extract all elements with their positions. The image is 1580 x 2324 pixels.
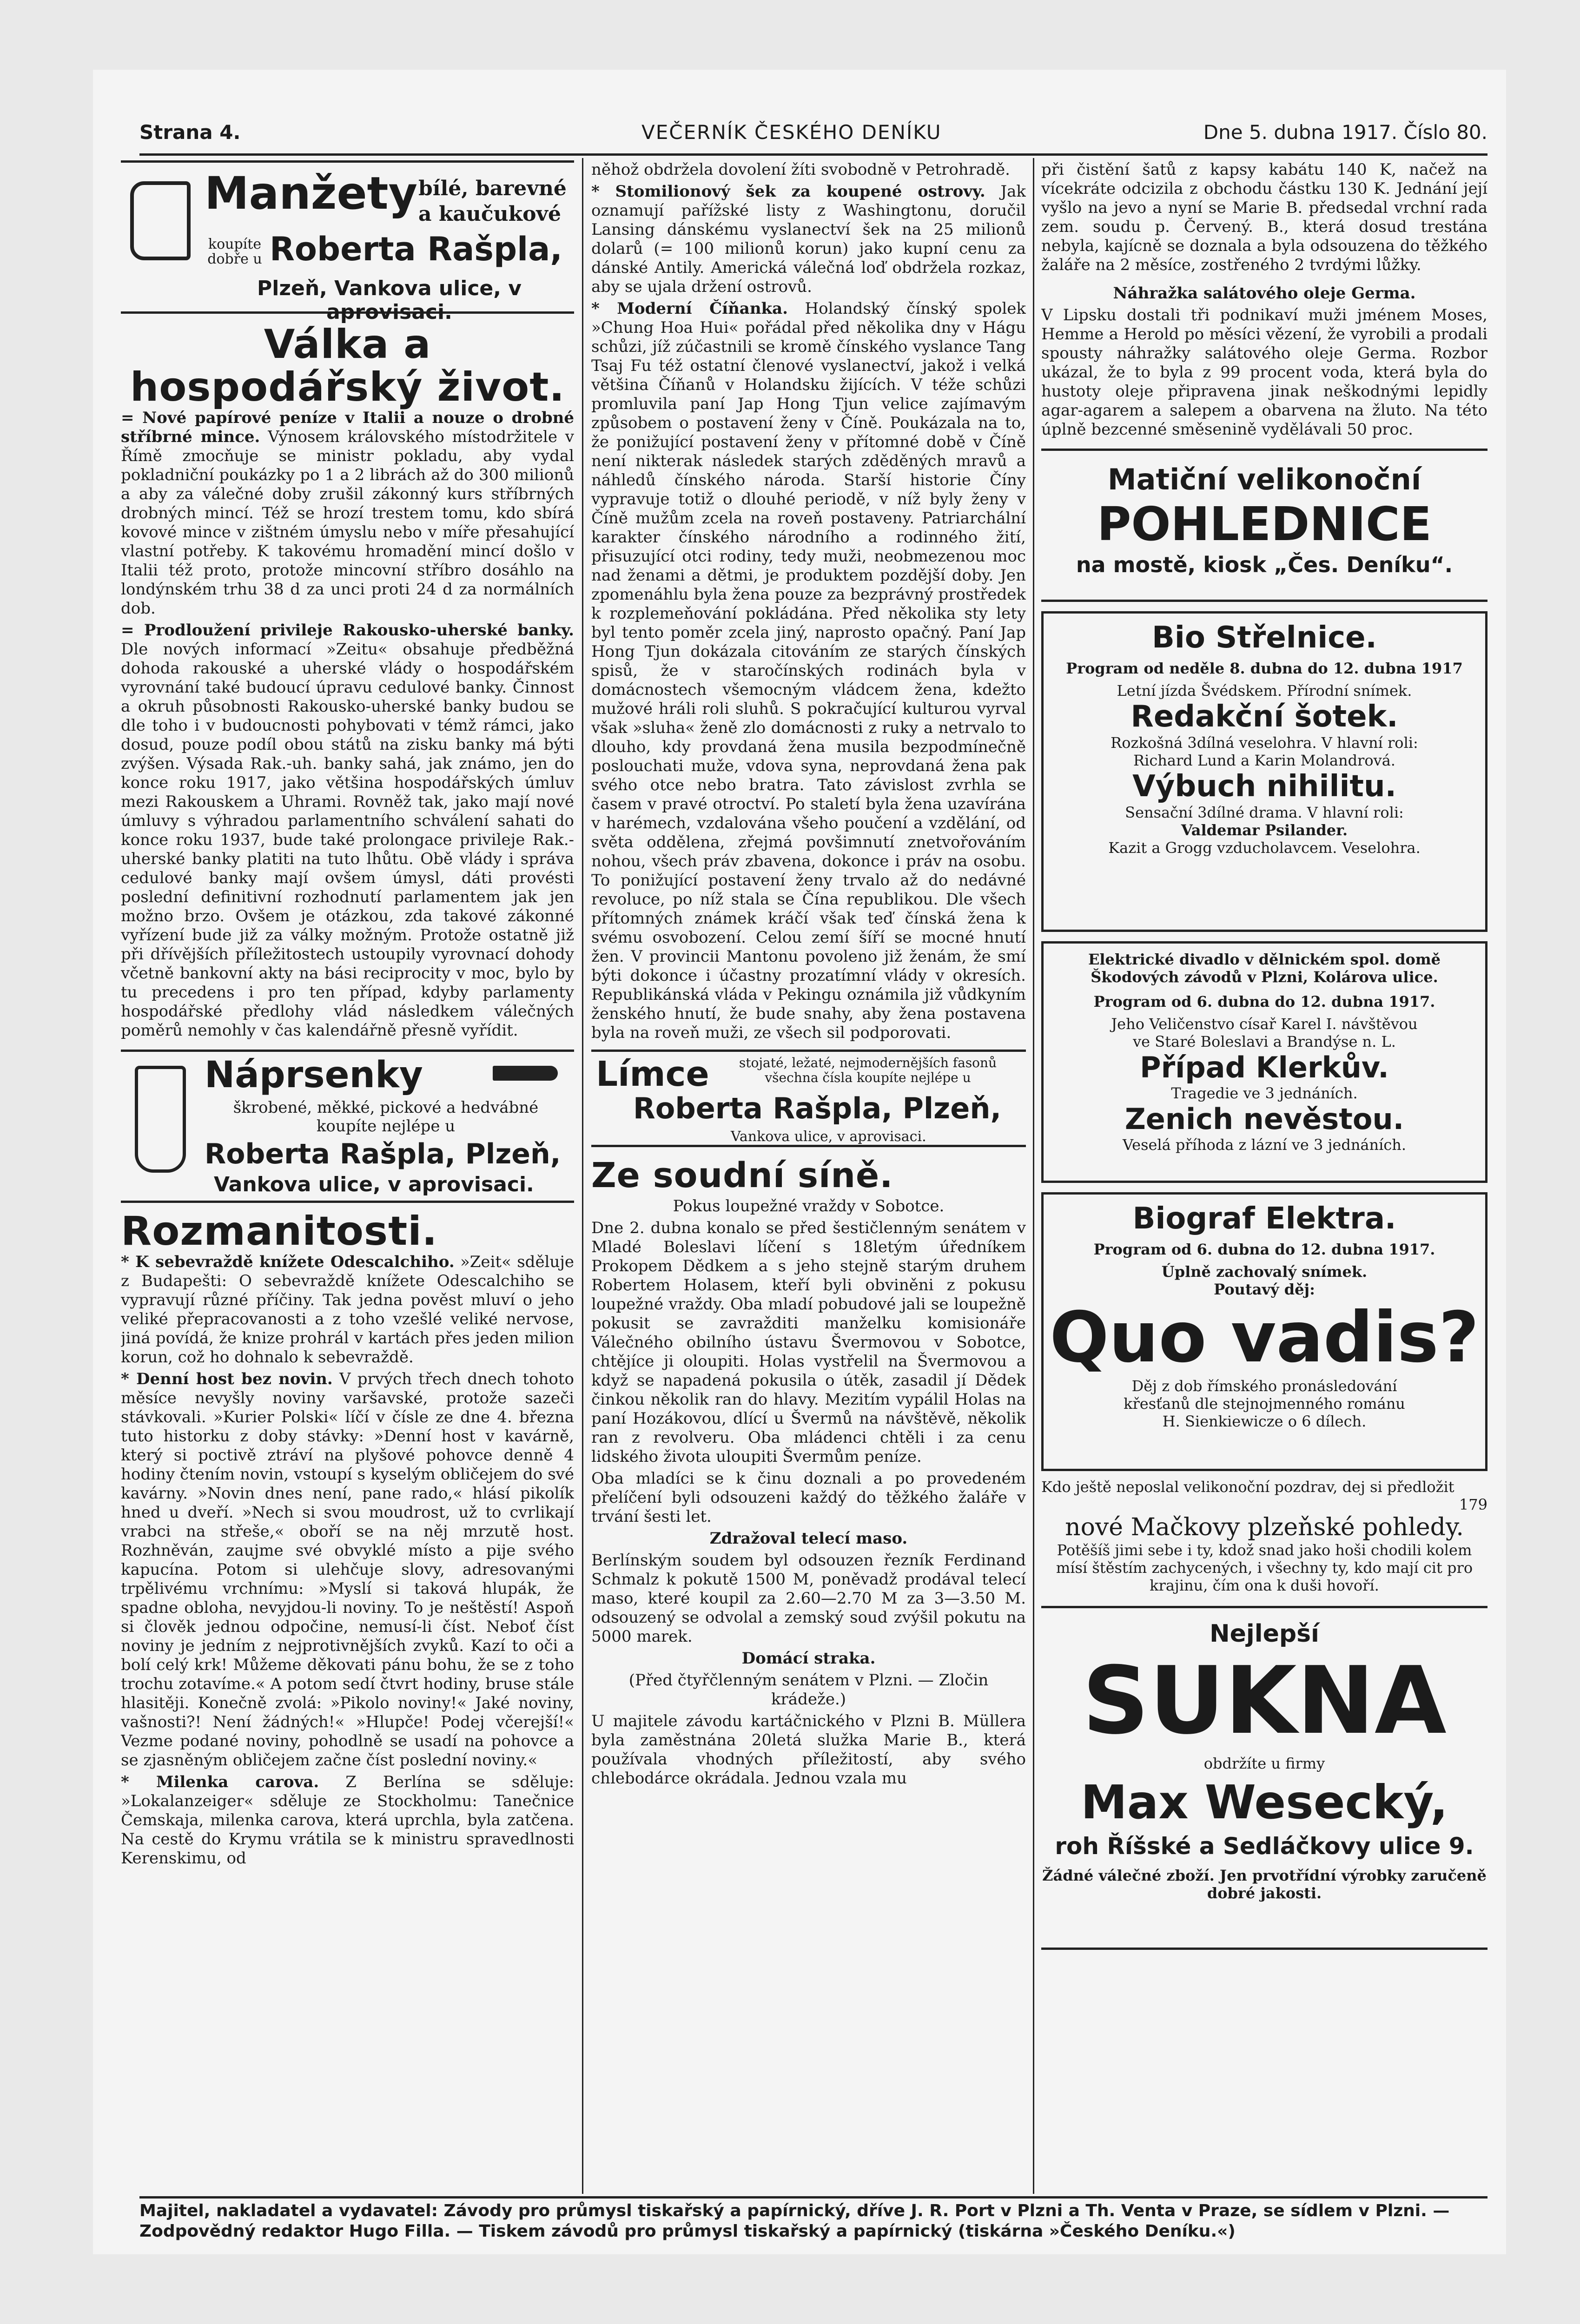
biograf-program: Program od 6. dubna do 12. dubna 1917. <box>1093 1241 1435 1258</box>
rozmanitosti-body-2: V prvých třech dnech tohoto měsíce nevyšly noviny varšavské, protože sazeči stávkovali. »Kurier Polski« líčí v čísle ze dne 4. března tuto historku z doby stávky: »Denní host v kavárně, který si poctivě ztráví na plyšové pohovce denně 4 hodiny čtením novin, vstoupí s kyselým obličejem do své kavárny. »Novin dnes není, pane rado,« hlásí pikolík hned u dveří. »Nech si svou moudrost, už to cvrlikají vrabci na střeše,« oboří se na něj mrzutě host. Rozhněván, zaujme své obvyklé místo a pije svého kapucína. Potom si ulehčuje slovy, adresovanými trpělivému vrchnímu: »Myslí si taková hlupák, že spadne obloha, nevyjdou-li noviny. To je neštěstí! Aspoň si člověk jednou odpočine, nemusí-li číst. Neboť číst noviny je jedním z nejprotivnějších zvyků. Kazí to oči a bolí celý krk! Můžeme děkovati pánu bohu, že se z toho trochu zotavíme.« A potom sedí čtvrt hodiny, bruse stále hlasitěji. Konečně zvolá: »Pikolo noviny!« Jaké noviny, vašnosti?! Není žádných!« »Hlupče! Podej včerejší!« Vezme podané noviny, pohodlně se usadí na pohovce a se zjasněným obličejem začne číst poslední noviny.« <box>121 1370 574 1769</box>
bio-strelnice-program: Program od neděle 8. dubna do 12. dubna 1917 <box>1066 660 1463 677</box>
soud-body-1: Dne 2. dubna konalo se před šestičlenným senátem v Mladé Boleslavi líčení s 18letým úředníkem Prokopem Dědkem a s jeho stejně starým druhem Robertem Holasem, kteří byli obviněni z pokusu loupežné vraždy. Oba mladí pobudové jali se loupežně pokusit se zavražditi manželku komisionáře Válečného obilního ústavu Švermovou v Sobotce, chtějíce ji oloupiti. Holas vystřelil na Švermovou a když se napadená pokusila o útěk, zasadil jí Dědek činkou několik ran do hlavy. Mezitím vypálil Holas na paní Hozákovou, dlící u Švermů na návštěvě, několik ran z revolveru. Oba mládenci chtěli i za cenu lidského života uloupiti Švermům peníze. <box>591 1219 1026 1466</box>
right-body-2: V Lipsku dostali tři podnikaví muži jménem Moses, Hemme a Herold po měsíci vězení, že vyrobili a prodali spousty náhražky salátového oleje Germa. Rozbor ukázal, že to byla z 99 procent voda, která byla do hustoty oleje připravena jinak neškodnými lepidly agar-agarem a salepem a obarvena na žluto. Na této úplně bezcenné směsenině vydělávali 50 proc. <box>1041 306 1487 439</box>
ad-biograf-elektra <box>1041 1192 1487 1471</box>
masthead-title: VEČERNÍK ČESKÉHO DENÍKU <box>641 121 942 144</box>
issue-date: Dne 5. dubna 1917. Číslo 80. <box>1203 121 1487 144</box>
elektricke-line5: Tragedie ve 3 jednáních. <box>1171 1084 1358 1102</box>
elektricke-program: Program od 6. dubna do 12. dubna 1917. <box>1093 993 1435 1010</box>
sukna-line3: Žádné válečné zboží. Jen prvotřídní výrobky zaručeně dobré jakosti. <box>1042 1867 1487 1902</box>
ad-naprsenky-title: Náprsenky <box>205 1054 423 1096</box>
bio-strelnice-line1: Letní jízda Švédskem. Přírodní snímek. <box>1117 682 1412 700</box>
imprint-footer: Majitel, nakladatel a vydavatel: Závody pro průmysl tiskařský a papírnický, dříve J. R. Port v Plzni a Th. Venta v Praze, se sídlem v Plzni. — Zodpovědný redaktor Hugo Filla. — Tiskem závodů pro průmysl tiskařský a papírnický (tiskárna »Českého Deníku.«) <box>139 2201 1450 2241</box>
sukna-line1: Nejlepší <box>1210 1620 1319 1648</box>
elektricke-film1: Případ Klerkův. <box>1140 1050 1389 1084</box>
ad-limce-address: Vankova ulice, v aprovisaci. <box>731 1129 926 1145</box>
column-rule-1 <box>582 158 583 2194</box>
middle-article-2 <box>591 299 1026 1043</box>
ad-limce-title: Límce <box>596 1054 709 1094</box>
bio-strelnice-line5: Valdemar Psilander. <box>1181 821 1348 839</box>
bio-strelnice-line3: Richard Lund a Karin Molandrová. <box>1133 752 1395 769</box>
valka-lead-2: = Prodloužení privileje Rakousko-uherské banky. <box>121 621 574 640</box>
footer-rule <box>139 2196 1487 2199</box>
rozmanitosti-article-1 <box>121 1253 574 1367</box>
elektricke-line3: Jeho Veličenstvo císař Karel I. návštěvou <box>1111 1015 1418 1033</box>
ad-naprsenky <box>121 1050 574 1203</box>
mackovy-line2: nové Mačkovy plzeňské pohledy. <box>1065 1513 1464 1541</box>
valka-body-1: Výnosem královského místodržitele v Římě zmocňuje se ministr pokladu, aby vydal pokladniční poukázky po 1 a 2 librách až do 300 milionů a aby za válečné doby zrušil zákonný kurs stříbrných drobných mincí. Též se hrozí trestem tomu, kdo sbírá kovové mince v zištném úmyslu nebo v míře přesahující vlastní potřeby. K takovému hromadění mincí došlo v Italii též proto, protože mincovní stříbro dosáhlo na londýnském trhu 38 d za unci proti 24 d za normálních dob. <box>121 428 574 618</box>
soud-heading-3: Domácí straka. <box>741 1649 876 1668</box>
pointing-hand-icon <box>493 1066 558 1081</box>
elektricke-line6: Veselá příhoda z lázní ve 3 jednáních. <box>1122 1136 1407 1154</box>
rozmanitosti-lead-3: * Milenka carova. <box>121 1773 319 1791</box>
valka-body-2: Dle nových informací »Zeitu« obsahuje předběžná dohoda rakouské a uherské vlády o hospodářském vyrovnání také budoucí úpravu cedulové banky. Činnost a okruh působnosti Rakousko-uherské banky budou se dle toho i v budoucnosti pohybovati v témž rámci, jako dosud, pouze podíl obou států na zisku banky má býti zvýšen. Výsada Rak.-uh. banky sahá, jak známo, jen do konce roku 1917, jako většina hospodářských úmluv mezi Rakouskem a Uhrami. Rovněž tak, jako mají nové úmluvy s výhradou parlamentního schválení sahati do konce roku 1937, bude také prolongace privileje Rak.-uherské banky platiti na tuto lhůtu. Obě vlády i správa cedulové banky mají ovšem úmysl, dáti provésti poslední definitivní rozhodnutí parlamentem jak jen možno brzo. Ovšem je otázkou, zda takové zákonné vyřízení bude již za války možným. Protože ostatně již při dřívějších příležitostech ustoupily vyrovnací dohody včetně bankovní akty na bási reciprocity v moc, bylo by tu precedens i pro ten případ, kdyby parlamenty hospodářské předlohy vlád následkem válečných poměrů nemohly v čas kalendářně přesně vyřídit. <box>121 640 574 1040</box>
rozmanitosti-body-3: Z Berlína se sděluje: »Lokalanzeiger« sděluje ze Stockholmu: Tanečnice Čemskaja, milenka carova, která uprchla, byla zatčena. Na cestě do Krymu vrátila se k ministru spravedlnosti Kerenskimu, od <box>121 1773 574 1868</box>
bio-strelnice-line2: Rozkošná 3dílná veselohra. V hlavní roli: <box>1111 734 1418 752</box>
rozmanitosti-body-1: »Zeit« sděluje z Budapešti: O sebevraždě knížete Odescalchiho se vypravují různé příčiny. Tak jedna pověst mluví o jeho veliké přepracovanosti a z toho vzešlé veliké nervose, jiná povídá, že knize prohrál v kartách přes jeden milion korun, což ho dohnalo k sebevraždě. <box>121 1253 574 1367</box>
section-title-soud: Ze soudní síně. <box>591 1155 893 1195</box>
sukna-address: roh Říšské a Sedláčkovy ulice 9. <box>1055 1833 1474 1860</box>
middle-body-1: Jak oznamují pařížské listy z Washingtonu, doručil Lansing dánskému vyslanectví šek na 25 milionů dolarů (= 100 milionů korun) jako kupní cenu za dánské Antily. Americká válečná loď obdržela rozkaz, aby se ujala držení ostrovů. <box>591 182 1026 296</box>
biograf-line5: H. Sienkiewicze o 6 dílech. <box>1162 1413 1367 1430</box>
ad-pohlednice-line1: Matiční velikonoční <box>1107 462 1421 496</box>
ad-limce <box>591 1050 1026 1147</box>
right-column <box>1041 160 1487 2196</box>
valka-lead-1: = Nové papírové peníze v Italii a nouze o drobné stříbrné mince. <box>121 409 574 446</box>
ad-manzety-address: Plzeň, Vankova ulice, v aprovisaci. <box>257 277 522 324</box>
mackovy-line3: Potěšíš jimi sebe i ty, kdož snad jako hoši chodili kolem mísí štěstím zachycených, i všechny ty, kdo mají cit pro krajinu, čím ona k duši hovoří. <box>1056 1541 1473 1594</box>
sukna-firm: Max Wesecký, <box>1081 1775 1448 1829</box>
bio-strelnice-film1: Redakční šotek. <box>1130 700 1398 734</box>
bio-strelnice-line4: Sensační 3dílné drama. V hlavní roli: <box>1125 804 1404 821</box>
ad-naprsenky-firm: Roberta Rašpla, Plzeň, <box>205 1138 561 1170</box>
elektricke-line2: Škodových závodů v Plzni, Kolárova ulice. <box>1091 968 1438 986</box>
middle-lead-2: * Moderní Číňanka. <box>591 299 788 318</box>
ad-naprsenky-line: škrobené, měkké, pickové a hedvábné koupíte nejlépe u <box>233 1098 539 1136</box>
sukna-line2: obdržíte u firmy <box>1203 1755 1325 1772</box>
biograf-line3: Děj z dob římského pronásledování <box>1131 1377 1397 1395</box>
soud-body-4: U majitele závodu kartáčnického v Plzni B. Müllera byla zaměstnána 20letá služka Marie B., která používala vhodných příležitostí, aby svého chlebodárce okrádala. Jednou vzala mu <box>591 1712 1026 1788</box>
sukna-big: SUKNA <box>1082 1647 1447 1755</box>
biograf-line1: Úplně zachovalý snímek. <box>1161 1263 1368 1281</box>
biograf-line2: Poutavý děj: <box>1214 1281 1315 1298</box>
rozmanitosti-article-3 <box>121 1773 574 1868</box>
section-title-rozmanitosti: Rozmanitosti. <box>121 1208 438 1254</box>
soud-subheading-3: (Před čtyřčlenným senátem v Plzni. — Zločin krádeže.) <box>628 1671 989 1709</box>
header-rule <box>139 153 1487 156</box>
ad-manzety-buy: koupíte dobře u <box>207 236 262 267</box>
ad-manzety-line1: bílé, barevné <box>418 177 567 200</box>
ad-pohlednice-line2: POHLEDNICE <box>1097 497 1432 551</box>
middle-column <box>591 160 1026 2196</box>
ad-pohlednice <box>1041 449 1487 602</box>
shirt-icon <box>135 1066 186 1173</box>
ad-elektricke-divadlo <box>1041 941 1487 1183</box>
soud-heading-1: Pokus loupežné vraždy v Sobotce. <box>673 1197 945 1215</box>
bio-strelnice-film2: Výbuch nihilitu. <box>1132 769 1396 804</box>
bio-strelnice-line6: Kazit a Grogg vzducholavcem. Veselohra. <box>1108 839 1421 857</box>
mackovy-line1: Kdo ještě neposlal velikonoční pozdrav, dej si předložit <box>1041 1478 1454 1496</box>
mackovy-number: 179 <box>1459 1496 1487 1513</box>
biograf-line4: křesťanů dle stejnojmenného románu <box>1124 1395 1405 1413</box>
collar-icon <box>130 181 191 260</box>
biograf-big-title: Quo vadis? <box>1050 1297 1479 1378</box>
middle-article-1 <box>591 182 1026 297</box>
page-header <box>139 121 1487 153</box>
right-heading-1: Náhražka salátového oleje Germa. <box>1113 284 1416 303</box>
ad-limce-firm: Roberta Rašpla, Plzeň, <box>633 1091 1002 1125</box>
elektricke-line1: Elektrické divadlo v dělnickém spol. domě <box>1088 951 1441 968</box>
ad-manzety-title: Manžety <box>205 167 418 219</box>
soud-heading-2: Zdražoval telecí maso. <box>709 1529 908 1548</box>
page-number: Strana 4. <box>139 121 241 144</box>
ad-bio-strelnice <box>1041 611 1487 932</box>
left-column <box>121 160 574 2196</box>
middle-continued: něhož obdržela dovolení žíti svobodně v Petrohradě. <box>591 160 1010 179</box>
rozmanitosti-article-2 <box>121 1370 574 1770</box>
ad-pohlednice-line3: na mostě, kiosk „Čes. Deníku“. <box>1076 552 1453 577</box>
bio-strelnice-title: Bio Střelnice. <box>1152 621 1377 655</box>
section-title-valka: Válka a hospodářský život. <box>130 321 565 410</box>
ad-naprsenky-address: Vankova ulice, v aprovisaci. <box>214 1173 534 1196</box>
elektricke-line4: ve Staré Boleslavi a Brandýse n. L. <box>1133 1033 1396 1050</box>
newspaper-page <box>93 70 1506 2254</box>
valka-article-1 <box>121 409 574 618</box>
right-continued: při čistění šatů z kapsy kabátu 140 K, načež na vícekráte odcizila z obchodu částku 130 K. Jednání její vyšlo na jevo a nyní se Marie B. předsedal vrchní rada zem. soudu p. Červený. B., která dosud trestána nebyla, kajícně se doznala a byla odsouzena do těžkého žaláře na 2 měsíce, zostřeného 2 tvrdými lůžky. <box>1041 160 1487 274</box>
soud-body-3: Berlínským soudem byl odsouzen řezník Ferdinand Schmalz k pokutě 1500 M, poněvadž prodával telecí maso, které koupil za 2.60—2.70 M za 3—3.50 M. odsouzený se odvolal a zemský soud zvýšil pokutu na 5000 marek. <box>591 1551 1026 1646</box>
biograf-title: Biograf Elektra. <box>1132 1202 1396 1236</box>
middle-lead-1: * Stomilionový šek za koupené ostrovy. <box>591 182 985 201</box>
elektricke-film2: Zenich nevěstou. <box>1124 1102 1404 1136</box>
soud-body-2: Oba mladíci se k činu doznali a po provedeném přelíčení byli odsouzeni každý do těžkého žaláře v trvání šesti let. <box>591 1469 1026 1526</box>
ad-mackovy-pohledy <box>1041 1478 1487 1594</box>
ad-limce-line: stojaté, ležaté, nejmodernějších fasonů všechna čísla koupíte nejlépe u <box>739 1055 997 1085</box>
rozmanitosti-lead-2: * Denní host bez novin. <box>121 1370 333 1388</box>
rozmanitosti-lead-1: * K sebevraždě knížete Odescalchiho. <box>121 1253 455 1271</box>
ad-manzety-line2: a kaučukové <box>418 202 561 226</box>
valka-article-2 <box>121 621 574 1040</box>
column-rule-2 <box>1033 158 1034 2194</box>
ad-manzety-firm: Roberta Rašpla, <box>270 230 562 268</box>
ad-manzety <box>121 160 574 324</box>
middle-body-2: Holandský čínský spolek »Chung Hoa Hui« pořádal před několika dny v Hágu schůzi, jíž zúčastnili se kromě čínského vyslance Tang Tsaj Fu též ostatní členové vyslanectví, jakož i velká většina Číňanů v Holandsku žijících. V téže schůzi promluvila paní Jap Hong Tjun velice zajímavým způsobem o postavení ženy v Číně. Poukázala na to, že ponižující postavení ženy v přítomné době v Číně není nikterak následek starých zděděných mravů a náhledů čínského národa. Starší historie Číny vypravuje totiž o dlouhé periodě, v níž byly ženy v Číně mužům zcela na roveň postaveny. Patriarchální karakter čínského národního a rodinného žití, přisuzující otci rodiny, tedy muži, neobmezenou moc nad ženami a dětmi, je produktem pozdější doby. Jen zpomenáhlu byla žena pouze za bezprávný prostředek k rozplemeňování pokládána. Před několika sty lety byl tento poměr zcela jiný, naprosto opačný. Paní Jap Hong Tjun dokázala citováním ze starých čínských spisů, že v staročínských rodinách byla v domácnostech všemocným vládcem žena, kdežto mužové hráli roli sluhů. S pokračující kulturou vyrval však »sluha« ženě zlo domácnosti z ruky a netrvalo to dlouho, kdy provdaná žena musila bezpodmínečně poslouchati muže, vdova syna, neprovdaná žena pak svého otce nebo bratra. Tato závislost zvrhla se časem v pravé otroctví. Po staletí byla žena uzavírána v harémech, vzdalována všeho poučení a vzdělání, od světa oddělena, zřejmá povšimnutí znetvořováním nohou, všech práv zbavena, dokonce i práv na osobu. To ponižující postavení ženy trvalo až do nedávné revoluce, po níž stala se Čína republikou. Dle všech přítomných známek kráčí však teď čínská žena k svému osvobození. Celou zemí šíří se mocné hnutí žen. V provincii Mantonu povoleno již ženám, že smí býti dokonce i účastny prozatímní vlády v okresích. Republikánská vláda v Pekingu oznámila již vůdkyním ženského hnutí, že bude snahy, aby žena postavena byla na roveň muži, ze všech sil podporovati. <box>591 299 1026 1042</box>
ad-sukna <box>1041 1606 1487 1950</box>
